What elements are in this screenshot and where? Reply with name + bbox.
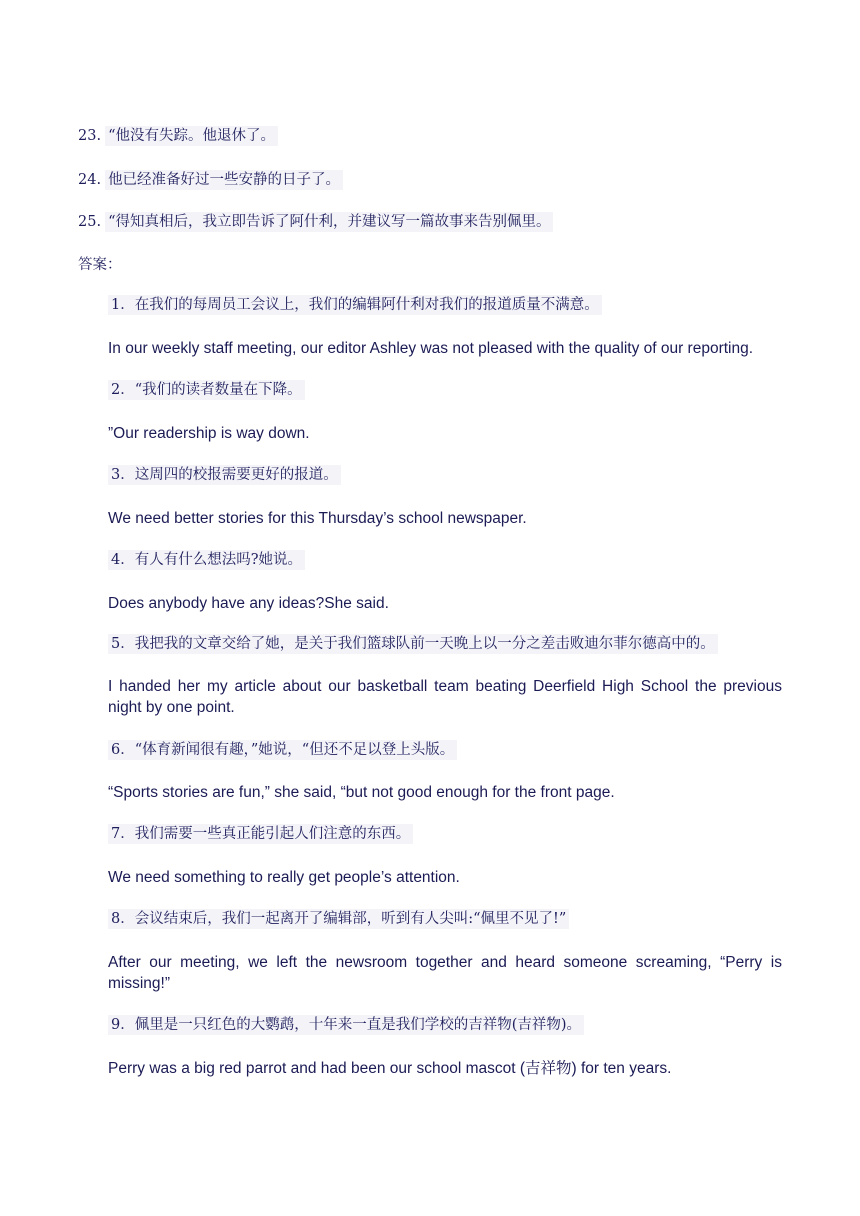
question-24 bbox=[78, 170, 343, 191]
answer-1-english: In our weekly staff meeting, our editor Ashley was not pleased with the quality of our reporting. bbox=[108, 340, 754, 357]
answer-4-english: Does anybody have any ideas?She said. bbox=[108, 595, 389, 612]
answer-5-english: I handed her my article about our basketball team beating Deerfield High School the previous night by one point. bbox=[108, 678, 782, 716]
question-number: 24. bbox=[78, 172, 102, 188]
question-text: “他没有失踪。他退休了。 bbox=[105, 126, 278, 146]
answer-6-chinese: 6．“体育新闻很有趣，”她说，“但还不足以登上头版。 bbox=[108, 740, 457, 761]
answer-7-english: We need something to really get people’s attention. bbox=[108, 869, 460, 886]
question-number: 25. bbox=[78, 214, 102, 230]
answer-9-english: Perry was a big red parrot and had been our school mascot (吉祥物) for ten years. bbox=[108, 1060, 672, 1077]
answer-6-english: “Sports stories are fun,” she said, “but not good enough for the front page. bbox=[108, 784, 615, 801]
answer-3-chinese: 3．这周四的校报需要更好的报道。 bbox=[108, 465, 341, 486]
answer-4-chinese: 4．有人有什么想法吗?她说。 bbox=[108, 550, 305, 571]
answer-9-chinese: 9．佩里是一只红色的大鹦鹉，十年来一直是我们学校的吉祥物(吉祥物)。 bbox=[108, 1015, 584, 1036]
answer-heading: 答案： bbox=[78, 257, 122, 273]
answer-1-chinese: 1．在我们的每周员工会议上，我们的编辑阿什利对我们的报道质量不满意。 bbox=[108, 295, 602, 316]
question-25 bbox=[78, 212, 553, 233]
question-23 bbox=[78, 126, 278, 147]
answer-8-english: After our meeting, we left the newsroom together and heard someone screaming, “Perry is missing!” bbox=[108, 954, 782, 992]
question-text: 他已经准备好过一些安静的日子了。 bbox=[105, 170, 343, 190]
question-text: “得知真相后，我立即告诉了阿什利，并建议写一篇故事来告别佩里。 bbox=[105, 212, 553, 232]
answer-3-english: We need better stories for this Thursday’s school newspaper. bbox=[108, 510, 527, 527]
answer-2-english: ”Our readership is way down. bbox=[108, 425, 310, 442]
answer-8-chinese: 8．会议结束后，我们一起离开了编辑部，听到有人尖叫:“佩里不见了!” bbox=[108, 909, 569, 930]
question-number: 23. bbox=[78, 128, 102, 144]
answer-2-chinese: 2．“我们的读者数量在下降。 bbox=[108, 380, 305, 401]
answer-7-chinese: 7．我们需要一些真正能引起人们注意的东西。 bbox=[108, 824, 413, 845]
answer-5-chinese: 5．我把我的文章交给了她，是关于我们篮球队前一天晚上以一分之差击败迪尔菲尔德高中的。 bbox=[108, 634, 718, 655]
